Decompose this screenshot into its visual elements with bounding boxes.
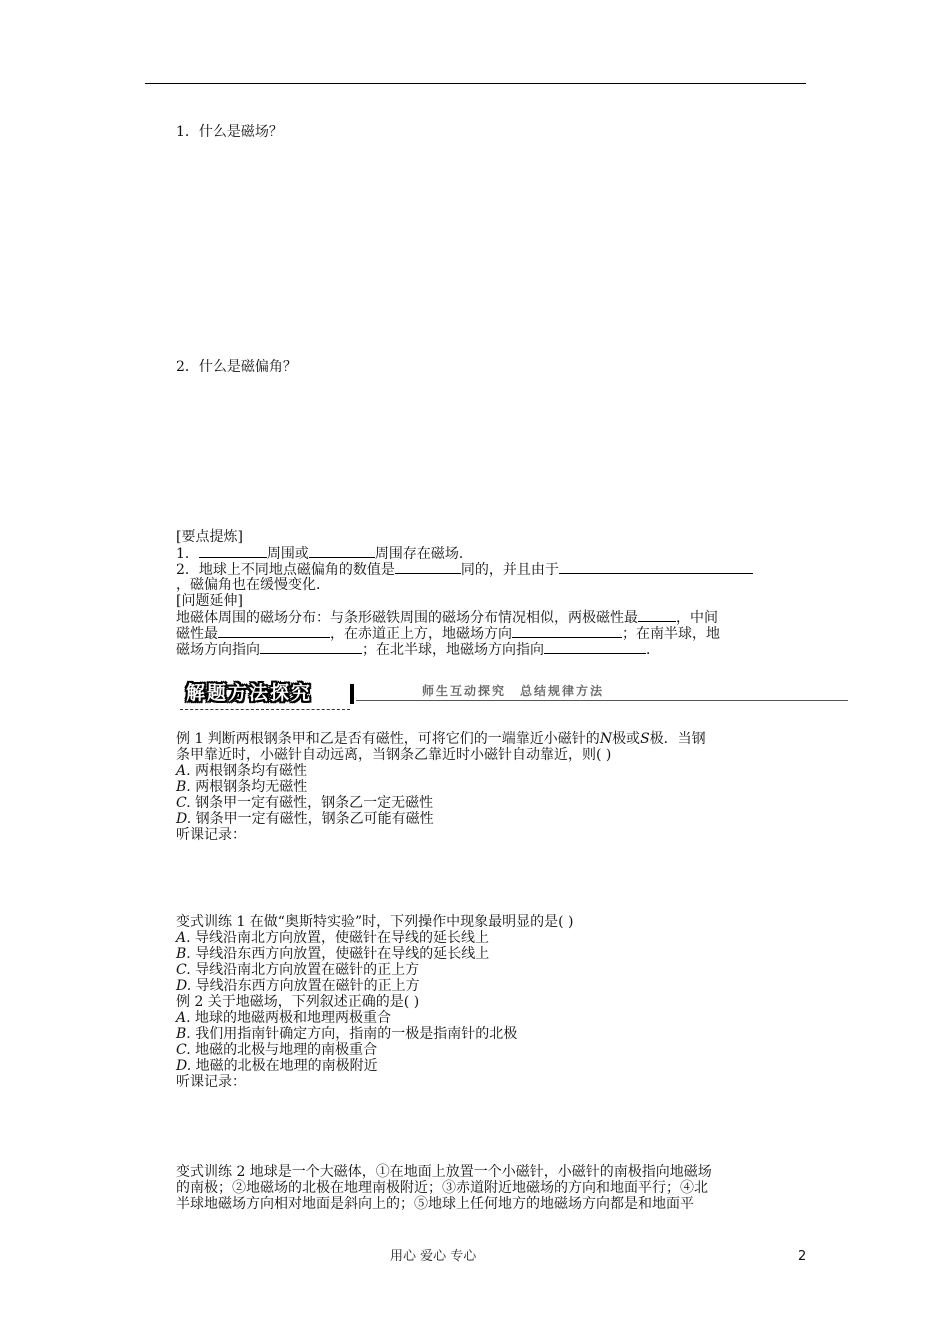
key-point-2: 2．地球上不同地点磁偏角的数值是 同的，并且由于 [176, 561, 808, 577]
section-banner [180, 680, 848, 710]
key-point-2-cont: ，磁偏角也在缓慢变化． [176, 577, 330, 593]
key-point-1: 1． 周围或 周围存在磁场． [176, 546, 473, 562]
option-a[interactable]: A. 两根钢条均有磁性 [176, 763, 308, 779]
option-b[interactable]: B. 我们用指南针确定方向，指南的一极是指南针的北极 [176, 1026, 518, 1042]
fill-blank[interactable] [199, 545, 267, 558]
variant-2-line-2: 的南极；②地磁场的北极在地理南极附近；③赤道附近地磁场的方向和地面平行；④北 [176, 1180, 708, 1196]
fill-blank[interactable] [395, 561, 461, 574]
example-1 [176, 731, 808, 843]
example-2-stem: 例 2 关于地磁场，下列叙述正确的是( ) [176, 994, 420, 1010]
extension-line-3: 磁场方向指向 ；在北半球，地磁场方向指向 ． [176, 642, 660, 658]
option-c[interactable]: C. 地磁的北极与地理的南极重合 [176, 1042, 378, 1058]
header-rule [145, 83, 806, 84]
extension-line-2: 磁性最 ，在赤道正上方，地磁场方向 ；在南半球，地 [176, 626, 720, 642]
notes-label: 听课记录： [176, 1074, 246, 1090]
key-points-section [176, 529, 808, 657]
key-points-heading: [要点提炼] [176, 529, 243, 545]
footer-text: 用心 爱心 专心 [390, 1249, 477, 1264]
fill-blank[interactable] [260, 641, 362, 654]
example-1-stem-cont: 条甲靠近时，小磁针自动远离，当钢条乙靠近时小磁针自动靠近，则( ) [176, 747, 612, 763]
option-d[interactable]: D. 钢条甲一定有磁性，钢条乙可能有磁性 [176, 811, 434, 827]
banner-subtitle: 师生互动探究 总结规律方法 [422, 684, 605, 698]
extension-heading: [问题延伸] [176, 593, 243, 609]
option-a[interactable]: A. 导线沿南北方向放置，使磁针在导线的延长线上 [176, 930, 490, 946]
fill-blank[interactable] [309, 545, 375, 558]
option-a[interactable]: A. 地球的地磁两极和地理两极重合 [176, 1010, 392, 1026]
extension-line-1: 地磁体周围的磁场分布：与条形磁铁周围的磁场分布情况相似，两极磁性最 ，中间 [176, 610, 718, 626]
variant-2-line-1: 变式训练 2 地球是一个大磁体，①在地面上放置一个小磁针，小磁针的南极指向地磁场 [176, 1164, 712, 1180]
option-c[interactable]: C. 导线沿南北方向放置在磁针的正上方 [176, 962, 420, 978]
fill-blank[interactable] [512, 625, 622, 638]
banner-title: 解题方法探究 [186, 682, 313, 704]
question-1: 1．什么是磁场？ [176, 124, 283, 140]
notes-label: 听课记录： [176, 827, 246, 843]
variant-1-stem: 变式训练 1 在做“奥斯特实验”时，下列操作中现象最明显的是( ) [176, 914, 574, 930]
option-b[interactable]: B. 导线沿东西方向放置，使磁针在导线的延长线上 [176, 946, 490, 962]
option-d[interactable]: D. 导线沿东西方向放置在磁针的正上方 [176, 978, 420, 994]
fill-blank[interactable] [544, 641, 646, 654]
banner-dash [180, 709, 350, 710]
option-c[interactable]: C. 钢条甲一定有磁性，钢条乙一定无磁性 [176, 795, 434, 811]
option-d[interactable]: D. 地磁的北极在地理的南极附近 [176, 1058, 378, 1074]
page-number: 2 [798, 1249, 807, 1264]
option-b[interactable]: B. 两根钢条均无磁性 [176, 779, 308, 795]
fill-blank[interactable] [218, 625, 330, 638]
variant-1 [176, 914, 808, 1090]
example-1-stem: 例 1 判断两根钢条甲和乙是否有磁性，可将它们的一端靠近小磁针的N极或S极．当钢 [176, 731, 706, 747]
question-2: 2．什么是磁偏角？ [176, 359, 297, 375]
fill-blank[interactable] [559, 561, 753, 574]
variant-2 [176, 1164, 808, 1212]
banner-underline [356, 700, 848, 701]
fill-blank[interactable] [638, 609, 676, 622]
variant-2-line-3: 半球地磁场方向相对地面是斜向上的；⑤地球上任何地方的地磁场方向都是和地面平 [176, 1196, 694, 1212]
banner-bar [350, 684, 354, 704]
